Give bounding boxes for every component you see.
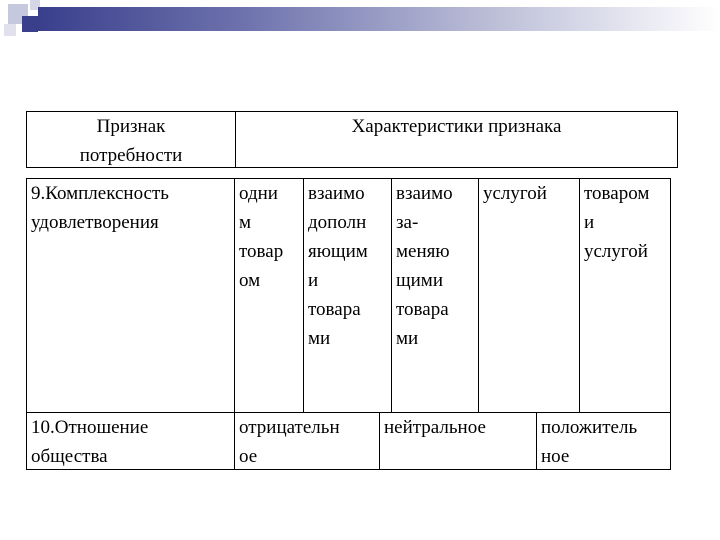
slide-header-bar <box>38 7 720 31</box>
cell-line: дополн <box>308 212 367 233</box>
row9-cell-goods-and-service <box>579 178 671 413</box>
cell-line: ное <box>541 446 570 467</box>
cell-line: взаимо <box>308 183 365 204</box>
cell-line: товара <box>308 299 361 320</box>
cell-line: ми <box>308 328 331 349</box>
row9-label <box>26 178 235 413</box>
row10-label-line: общества <box>31 446 108 467</box>
header-col-feature <box>26 111 236 168</box>
cell-line: товаром <box>584 183 650 204</box>
cell-line: одни <box>239 183 278 204</box>
row9-cell-single-goods <box>234 178 304 413</box>
cell-line: и <box>584 212 595 233</box>
row10-cell-negative <box>234 412 380 470</box>
cell-line: яющим <box>308 241 368 262</box>
row9-cell-complementary-goods <box>303 178 392 413</box>
cell-line: и <box>308 270 319 291</box>
cell-line: товара <box>396 299 449 320</box>
decor-square <box>22 16 38 32</box>
cell-line: взаимо <box>396 183 453 204</box>
row10-cell-positive <box>536 412 671 470</box>
cell-line: услугой <box>483 183 547 204</box>
row9-label-line: удовлетворения <box>31 212 159 233</box>
cell-line: положитель <box>541 417 638 438</box>
header-col-characteristics-text: Характеристики признака <box>351 116 562 137</box>
cell-line: ом <box>239 270 261 291</box>
row9-label-line: 9.Комплексность <box>31 183 169 204</box>
cell-line: товар <box>239 241 284 262</box>
cell-line: за- <box>396 212 419 233</box>
row9-cell-service <box>478 178 580 413</box>
header-col-characteristics <box>235 111 678 168</box>
decor-square <box>4 24 16 36</box>
row9-cell-substitute-goods <box>391 178 479 413</box>
row10-cell-neutral <box>379 412 537 470</box>
row10-label <box>26 412 235 470</box>
cell-line: ое <box>239 446 258 467</box>
cell-line: м <box>239 212 252 233</box>
header-col-feature-line: потребности <box>79 145 183 166</box>
cell-line: нейтральное <box>384 417 486 438</box>
cell-line: услугой <box>584 241 648 262</box>
cell-line: меняю <box>396 241 450 262</box>
cell-line: ми <box>396 328 419 349</box>
header-col-feature-line: Признак <box>96 116 166 137</box>
row10-label-line: 10.Отношение <box>31 417 149 438</box>
cell-line: отрицательн <box>239 417 340 438</box>
cell-line: щими <box>396 270 443 291</box>
